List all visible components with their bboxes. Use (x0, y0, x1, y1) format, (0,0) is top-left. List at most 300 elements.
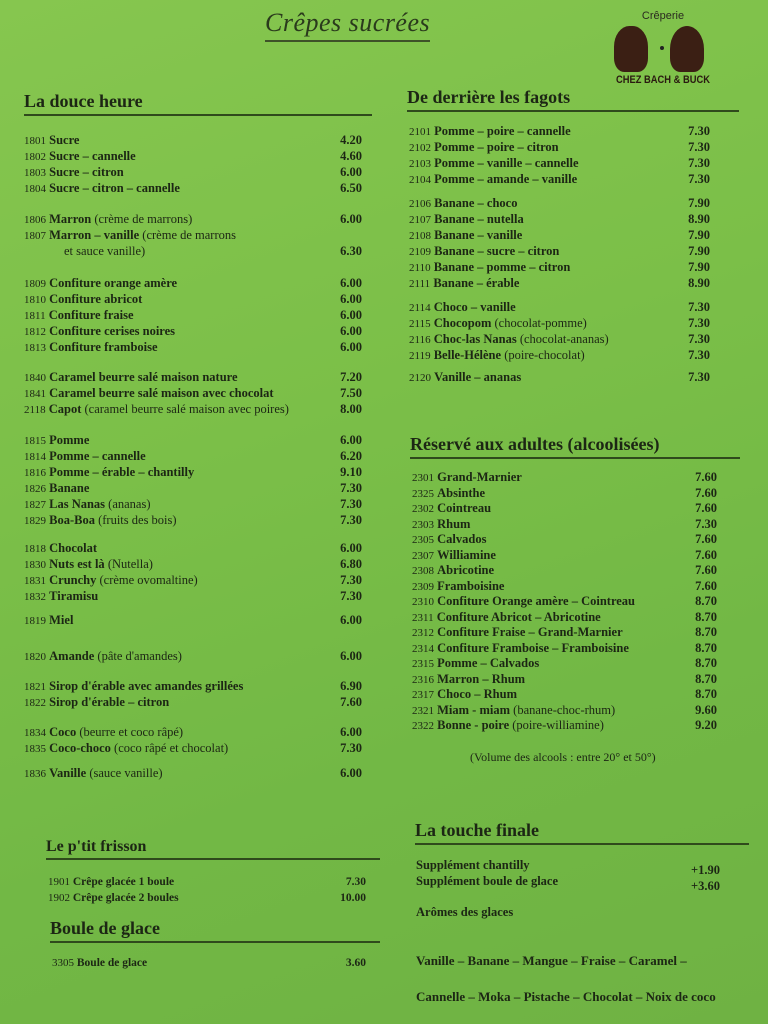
item-code: 2302 (412, 503, 434, 515)
item-name: Sucre – cannelle (49, 149, 136, 163)
item-price: 7.30 (340, 481, 362, 495)
item-price: 6.00 (340, 766, 362, 780)
menu-item (24, 480, 362, 496)
item-price: 6.90 (340, 679, 362, 693)
item-name: Cointreau (437, 501, 492, 515)
item-description: (crème ovomaltine) (99, 573, 198, 587)
item-description: (Nutella) (107, 557, 153, 571)
menu-item (412, 517, 717, 533)
item-name: Tiramisu (49, 589, 99, 603)
item-price: 6.00 (340, 613, 362, 627)
item-code: 2101 (409, 126, 431, 138)
item-price: 7.90 (688, 196, 710, 210)
item-name: Caramel beurre salé maison avec chocolat (49, 386, 274, 400)
menu-item (24, 385, 362, 401)
item-code: 1818 (24, 543, 46, 555)
item-name: Vanille (49, 766, 87, 780)
item-price: 8.90 (688, 276, 710, 290)
item-name: Marron – Rhum (437, 671, 526, 686)
item-name: Coco-choco (49, 741, 111, 755)
supplement-price: +3.60 (691, 879, 720, 893)
menu-item (412, 501, 717, 517)
item-code: 2119 (409, 350, 431, 362)
item-price: 7.20 (340, 370, 362, 384)
supplement-row (416, 873, 720, 893)
item-name: Coco (49, 725, 77, 739)
item-code: 1840 (24, 372, 46, 384)
menu-item (412, 610, 717, 626)
item-group (24, 132, 362, 196)
item-code: 3305 (52, 957, 74, 969)
item-code: 1830 (24, 559, 46, 571)
item-price: 7.30 (340, 573, 362, 587)
menu-item (24, 227, 362, 259)
item-price: 7.30 (688, 124, 710, 138)
item-group (24, 432, 362, 528)
item-code: 2312 (412, 627, 434, 639)
item-name: Abricotine (437, 563, 495, 577)
item-name: Sucre – citron (49, 165, 124, 179)
item-group (24, 275, 362, 355)
menu-item (24, 432, 362, 448)
item-price: 4.60 (340, 149, 362, 163)
section-heading-frisson: Le p'tit frisson (46, 838, 380, 860)
item-code: 2309 (412, 580, 434, 593)
menu-item (409, 155, 710, 171)
item-price: 7.30 (688, 348, 710, 362)
supplement-row (416, 857, 720, 877)
menu-item (412, 532, 717, 548)
item-code: 1801 (24, 135, 46, 147)
menu-item (24, 572, 362, 588)
item-group (24, 765, 362, 781)
item-code: 2109 (409, 246, 431, 258)
item-price: 7.90 (688, 244, 710, 258)
menu-item (24, 148, 362, 164)
item-price: 8.00 (340, 402, 362, 416)
item-price: 6.00 (340, 433, 362, 447)
item-price: 8.90 (688, 212, 710, 226)
item-description: (poire-williamine) (512, 718, 604, 732)
item-price: 7.60 (695, 470, 717, 484)
item-price: 7.30 (340, 497, 362, 511)
item-price: 10.00 (340, 892, 366, 904)
item-code: 1836 (24, 768, 46, 780)
item-description: (fruits des bois) (98, 513, 177, 527)
item-code: 2115 (409, 318, 431, 330)
item-price: 8.70 (695, 625, 717, 639)
item-name: Confiture framboise (49, 340, 158, 354)
item-price: 7.30 (695, 516, 717, 531)
menu-item (24, 740, 362, 756)
item-code: 1812 (24, 326, 46, 338)
aromes-line-1: Vanille – Banane – Mangue – Fraise – Caramel – (416, 953, 687, 968)
item-code: 1803 (24, 167, 46, 179)
item-price: 6.00 (340, 276, 362, 290)
item-name: Confiture Abricot – Abricotine (436, 609, 601, 624)
item-code: 2118 (24, 404, 46, 416)
item-name: Marron – vanille (49, 228, 140, 242)
item-price: 9.10 (340, 465, 362, 479)
item-name: Bonne - poire (437, 718, 510, 732)
menu-item (412, 672, 717, 688)
menu-item (24, 724, 362, 740)
item-code: 1835 (24, 743, 46, 755)
menu-item (24, 275, 362, 291)
item-description: (banane-choc-rhum) (513, 702, 616, 717)
item-code: 1832 (24, 591, 46, 603)
item-name: Las Nanas (49, 497, 106, 511)
item-code: 2307 (412, 549, 434, 562)
item-group (409, 299, 710, 363)
menu-item (412, 703, 717, 719)
item-price: 6.20 (340, 449, 362, 463)
menu-item (24, 323, 362, 339)
item-price: 8.70 (695, 609, 717, 624)
item-description-cont: et sauce vanille) (64, 244, 146, 258)
item-name: Choco – vanille (433, 300, 516, 314)
menu-item (24, 307, 362, 323)
menu-item (409, 171, 710, 187)
item-name: Confiture fraise (48, 308, 134, 322)
item-description: (sauce vanille) (89, 766, 163, 780)
item-price: 7.30 (688, 156, 710, 170)
item-name: Absinthe (437, 485, 486, 500)
item-price: 6.00 (340, 212, 362, 226)
menu-item (24, 694, 362, 710)
item-name: Banane (49, 481, 90, 495)
item-name: Banane – érable (433, 276, 520, 290)
alcohol-volume-note: (Volume des alcools : entre 20° et 50°) (470, 750, 656, 764)
item-code: 1814 (24, 451, 46, 463)
item-group (412, 470, 717, 734)
menu-item (24, 211, 362, 227)
item-price: 7.60 (695, 578, 717, 593)
item-price: 7.60 (695, 563, 717, 577)
item-description: (coco râpé et chocolat) (114, 741, 229, 755)
menu-item (412, 718, 717, 734)
menu-item (24, 291, 362, 307)
item-price: 7.30 (688, 316, 710, 330)
item-price: 8.70 (695, 687, 717, 701)
menu-item (24, 588, 362, 604)
menu-item (52, 955, 366, 971)
item-name: Miel (49, 613, 74, 627)
item-code: 1809 (24, 278, 46, 290)
item-code: 1827 (24, 499, 46, 511)
menu-item (412, 641, 717, 657)
menu-item (409, 275, 710, 291)
item-name: Miam - miam (437, 702, 511, 717)
item-name: Pomme – érable – chantilly (49, 465, 195, 479)
item-price: 9.20 (695, 718, 717, 732)
supplement-name: Supplément chantilly (416, 858, 530, 872)
menu-item (412, 579, 717, 595)
item-description: (caramel beurre salé maison avec poires) (84, 402, 289, 416)
item-code: 2325 (412, 487, 434, 500)
item-code: 2308 (412, 565, 434, 577)
item-code: 2120 (409, 372, 431, 384)
item-price: 6.00 (340, 165, 362, 179)
item-name: Capot (48, 402, 82, 416)
item-price: 7.30 (688, 370, 710, 384)
item-group (409, 123, 710, 187)
item-code: 2315 (412, 658, 434, 670)
item-price: 7.30 (688, 140, 710, 154)
item-name: Banane – choco (434, 196, 518, 210)
item-name: Confiture cerises noires (49, 324, 176, 338)
menu-item (24, 496, 362, 512)
item-name: Choc-las Nanas (433, 332, 517, 346)
item-name: Pomme (49, 433, 90, 447)
item-code: 2311 (412, 611, 434, 624)
section-heading-fagots: De derrière les fagots (407, 87, 739, 112)
item-name: Pomme – vanille – cannelle (434, 156, 579, 170)
aromes-label: Arômes des glaces (416, 905, 514, 919)
item-name: Belle-Hélène (433, 348, 502, 362)
menu-item (24, 132, 362, 148)
item-code: 1810 (24, 294, 46, 306)
item-name: Pomme – Calvados (437, 656, 540, 670)
item-code: 2301 (412, 472, 434, 484)
item-price: 7.30 (340, 741, 362, 755)
item-name: Caramel beurre salé maison nature (49, 370, 238, 384)
section-heading-douce-heure: La douce heure (24, 91, 372, 116)
item-code: 1901 (48, 876, 70, 888)
menu-item (412, 486, 717, 502)
item-group (24, 724, 362, 756)
section-heading-boule: Boule de glace (50, 918, 380, 943)
menu-item (409, 369, 710, 385)
item-code: 1902 (48, 892, 70, 904)
item-name: Nuts est là (49, 557, 105, 571)
item-price: 8.70 (695, 671, 717, 686)
supplements-list (416, 857, 720, 893)
item-price: 7.30 (340, 589, 362, 603)
section-heading-adultes: Réservé aux adultes (alcoolisées) (410, 434, 740, 459)
item-price: 7.30 (688, 300, 710, 314)
item-description: (chocolat-pomme) (494, 316, 587, 330)
item-name: Banane – sucre – citron (434, 244, 560, 258)
item-code: 1834 (24, 727, 46, 739)
item-code: 2321 (412, 704, 434, 717)
item-description: (pâte d'amandes) (97, 649, 182, 663)
item-description: (crème de marrons (142, 228, 236, 242)
logo-brand: CHEZ BACH & BUCK (615, 74, 711, 86)
item-description: (beurre et coco râpé) (79, 725, 184, 739)
menu-item (24, 369, 362, 385)
item-name: Chocolat (49, 541, 98, 555)
menu-item (409, 259, 710, 275)
item-code: 2310 (412, 596, 434, 608)
item-code: 1804 (24, 183, 46, 195)
item-code: 1811 (24, 310, 46, 322)
item-code: 2317 (412, 689, 434, 701)
item-code: 1831 (24, 575, 46, 587)
page-title: Crêpes sucrées (265, 8, 430, 42)
logo-caption: Crêperie (641, 10, 685, 22)
creperie-logo (598, 10, 728, 94)
item-price: 6.00 (340, 308, 362, 322)
item-price: 6.00 (340, 340, 362, 354)
item-code: 1822 (24, 697, 46, 709)
item-code: 2303 (412, 518, 434, 531)
menu-item (24, 464, 362, 480)
menu-item (412, 470, 717, 486)
item-price: 9.60 (695, 702, 717, 717)
item-price: 7.60 (695, 532, 717, 546)
item-price: 6.00 (340, 725, 362, 739)
item-name: Banane – nutella (434, 212, 524, 226)
item-name: Confiture Fraise – Grand-Marnier (437, 625, 623, 639)
menu-item (24, 765, 362, 781)
menu-item (48, 874, 366, 890)
item-price: 7.60 (695, 547, 717, 562)
item-price: 7.60 (340, 695, 362, 709)
item-code: 2305 (412, 534, 434, 546)
item-name: Sucre – citron – cannelle (49, 181, 180, 195)
item-name: Choco – Rhum (437, 687, 517, 701)
menu-item (24, 648, 362, 664)
menu-item (409, 139, 710, 155)
menu-item (48, 890, 366, 906)
item-code: 2110 (409, 262, 431, 274)
item-code: 2314 (412, 642, 434, 655)
item-group (24, 648, 362, 664)
item-group (48, 874, 366, 906)
item-name: Confiture Framboise – Framboisine (437, 640, 629, 655)
item-description: (poire-chocolat) (504, 348, 585, 362)
aromes-line-2: Cannelle – Moka – Pistache – Chocolat – Noix de coco (416, 989, 716, 1004)
item-price: 7.90 (688, 228, 710, 242)
item-price: 3.60 (345, 957, 366, 969)
menu-item (24, 448, 362, 464)
item-price: 6.00 (340, 649, 362, 663)
item-price: 7.60 (695, 485, 717, 500)
menu-item (412, 548, 717, 564)
item-code: 1819 (24, 615, 46, 627)
item-name: Grand-Marnier (437, 470, 522, 484)
menu-item (24, 180, 362, 196)
item-name: Crunchy (49, 573, 97, 587)
silhouettes-icon (598, 22, 728, 74)
item-name: Pomme – poire – citron (434, 140, 559, 154)
item-code: 2107 (409, 214, 431, 226)
item-code: 2104 (409, 174, 431, 186)
item-code: 2108 (409, 230, 431, 242)
menu-item (412, 656, 717, 672)
item-code: 1807 (24, 230, 46, 242)
item-code: 1820 (24, 651, 46, 663)
menu-item (24, 164, 362, 180)
item-name: Sirop d'érable – citron (49, 695, 170, 709)
item-name: Crêpe glacée 2 boules (72, 892, 179, 904)
item-name: Confiture Orange amère – Cointreau (437, 594, 636, 608)
item-code: 1806 (24, 214, 46, 226)
menu-item (409, 123, 710, 139)
item-group (24, 211, 362, 259)
item-code: 1841 (24, 388, 46, 400)
item-code: 2322 (412, 720, 434, 732)
item-name: Sirop d'érable avec amandes grillées (49, 679, 244, 693)
item-code: 2316 (412, 673, 434, 686)
item-code: 1826 (24, 483, 46, 495)
item-name: Crêpe glacée 1 boule (72, 876, 175, 888)
item-name: Marron (49, 212, 92, 226)
item-group (24, 678, 362, 710)
item-price: 7.50 (340, 386, 362, 400)
item-code: 2103 (409, 158, 431, 170)
item-name: Banane – pomme – citron (433, 260, 571, 274)
menu-item (412, 563, 717, 579)
item-name: Amande (49, 649, 95, 663)
item-name: Chocopom (433, 316, 492, 330)
menu-item (412, 625, 717, 641)
menu-item (409, 195, 710, 211)
item-group (24, 612, 362, 628)
menu-item (24, 512, 362, 528)
item-price: 6.00 (340, 292, 362, 306)
item-price: 6.00 (340, 324, 362, 338)
item-group (24, 369, 362, 417)
menu-item (24, 612, 362, 628)
item-name: Williamine (437, 547, 496, 562)
item-name: Pomme – poire – cannelle (434, 124, 571, 138)
item-code: 1815 (24, 435, 46, 447)
item-group (409, 369, 710, 385)
item-price: 6.80 (340, 557, 362, 571)
supplement-name: Supplément boule de glace (416, 874, 559, 888)
item-name: Boule de glace (76, 957, 148, 969)
item-price: 4.20 (340, 133, 362, 147)
item-description: (chocolat-ananas) (519, 332, 609, 346)
item-price: 8.70 (695, 640, 717, 655)
item-price: 7.30 (345, 876, 366, 888)
menu-item (24, 540, 362, 556)
menu-item (24, 556, 362, 572)
item-description: (ananas) (108, 497, 151, 511)
menu-item (24, 339, 362, 355)
menu-item (409, 211, 710, 227)
item-code: 1816 (24, 467, 46, 479)
item-price: 6.00 (340, 541, 362, 555)
item-code: 2114 (409, 302, 431, 314)
item-price: 7.90 (688, 260, 710, 274)
item-name: Confiture orange amère (49, 276, 178, 290)
item-price: 8.70 (695, 656, 717, 670)
item-price: 7.60 (695, 501, 717, 515)
menu-item (409, 315, 710, 331)
menu-item (24, 678, 362, 694)
menu-item (409, 347, 710, 363)
item-name: Vanille – ananas (434, 370, 522, 384)
item-code: 1821 (24, 681, 46, 693)
item-price: 6.30 (340, 244, 362, 258)
item-name: Pomme – cannelle (49, 449, 146, 463)
menu-item (409, 227, 710, 243)
item-group (24, 540, 362, 604)
item-price: 7.30 (688, 172, 710, 186)
item-group (52, 955, 366, 971)
item-price: 6.50 (340, 181, 362, 195)
item-code: 1813 (24, 342, 46, 354)
item-name: Sucre (49, 133, 80, 147)
item-price: 7.30 (688, 332, 710, 346)
item-code: 1802 (24, 151, 46, 163)
item-price: 8.70 (695, 594, 717, 608)
item-name: Framboisine (437, 578, 505, 593)
item-group (409, 195, 710, 291)
